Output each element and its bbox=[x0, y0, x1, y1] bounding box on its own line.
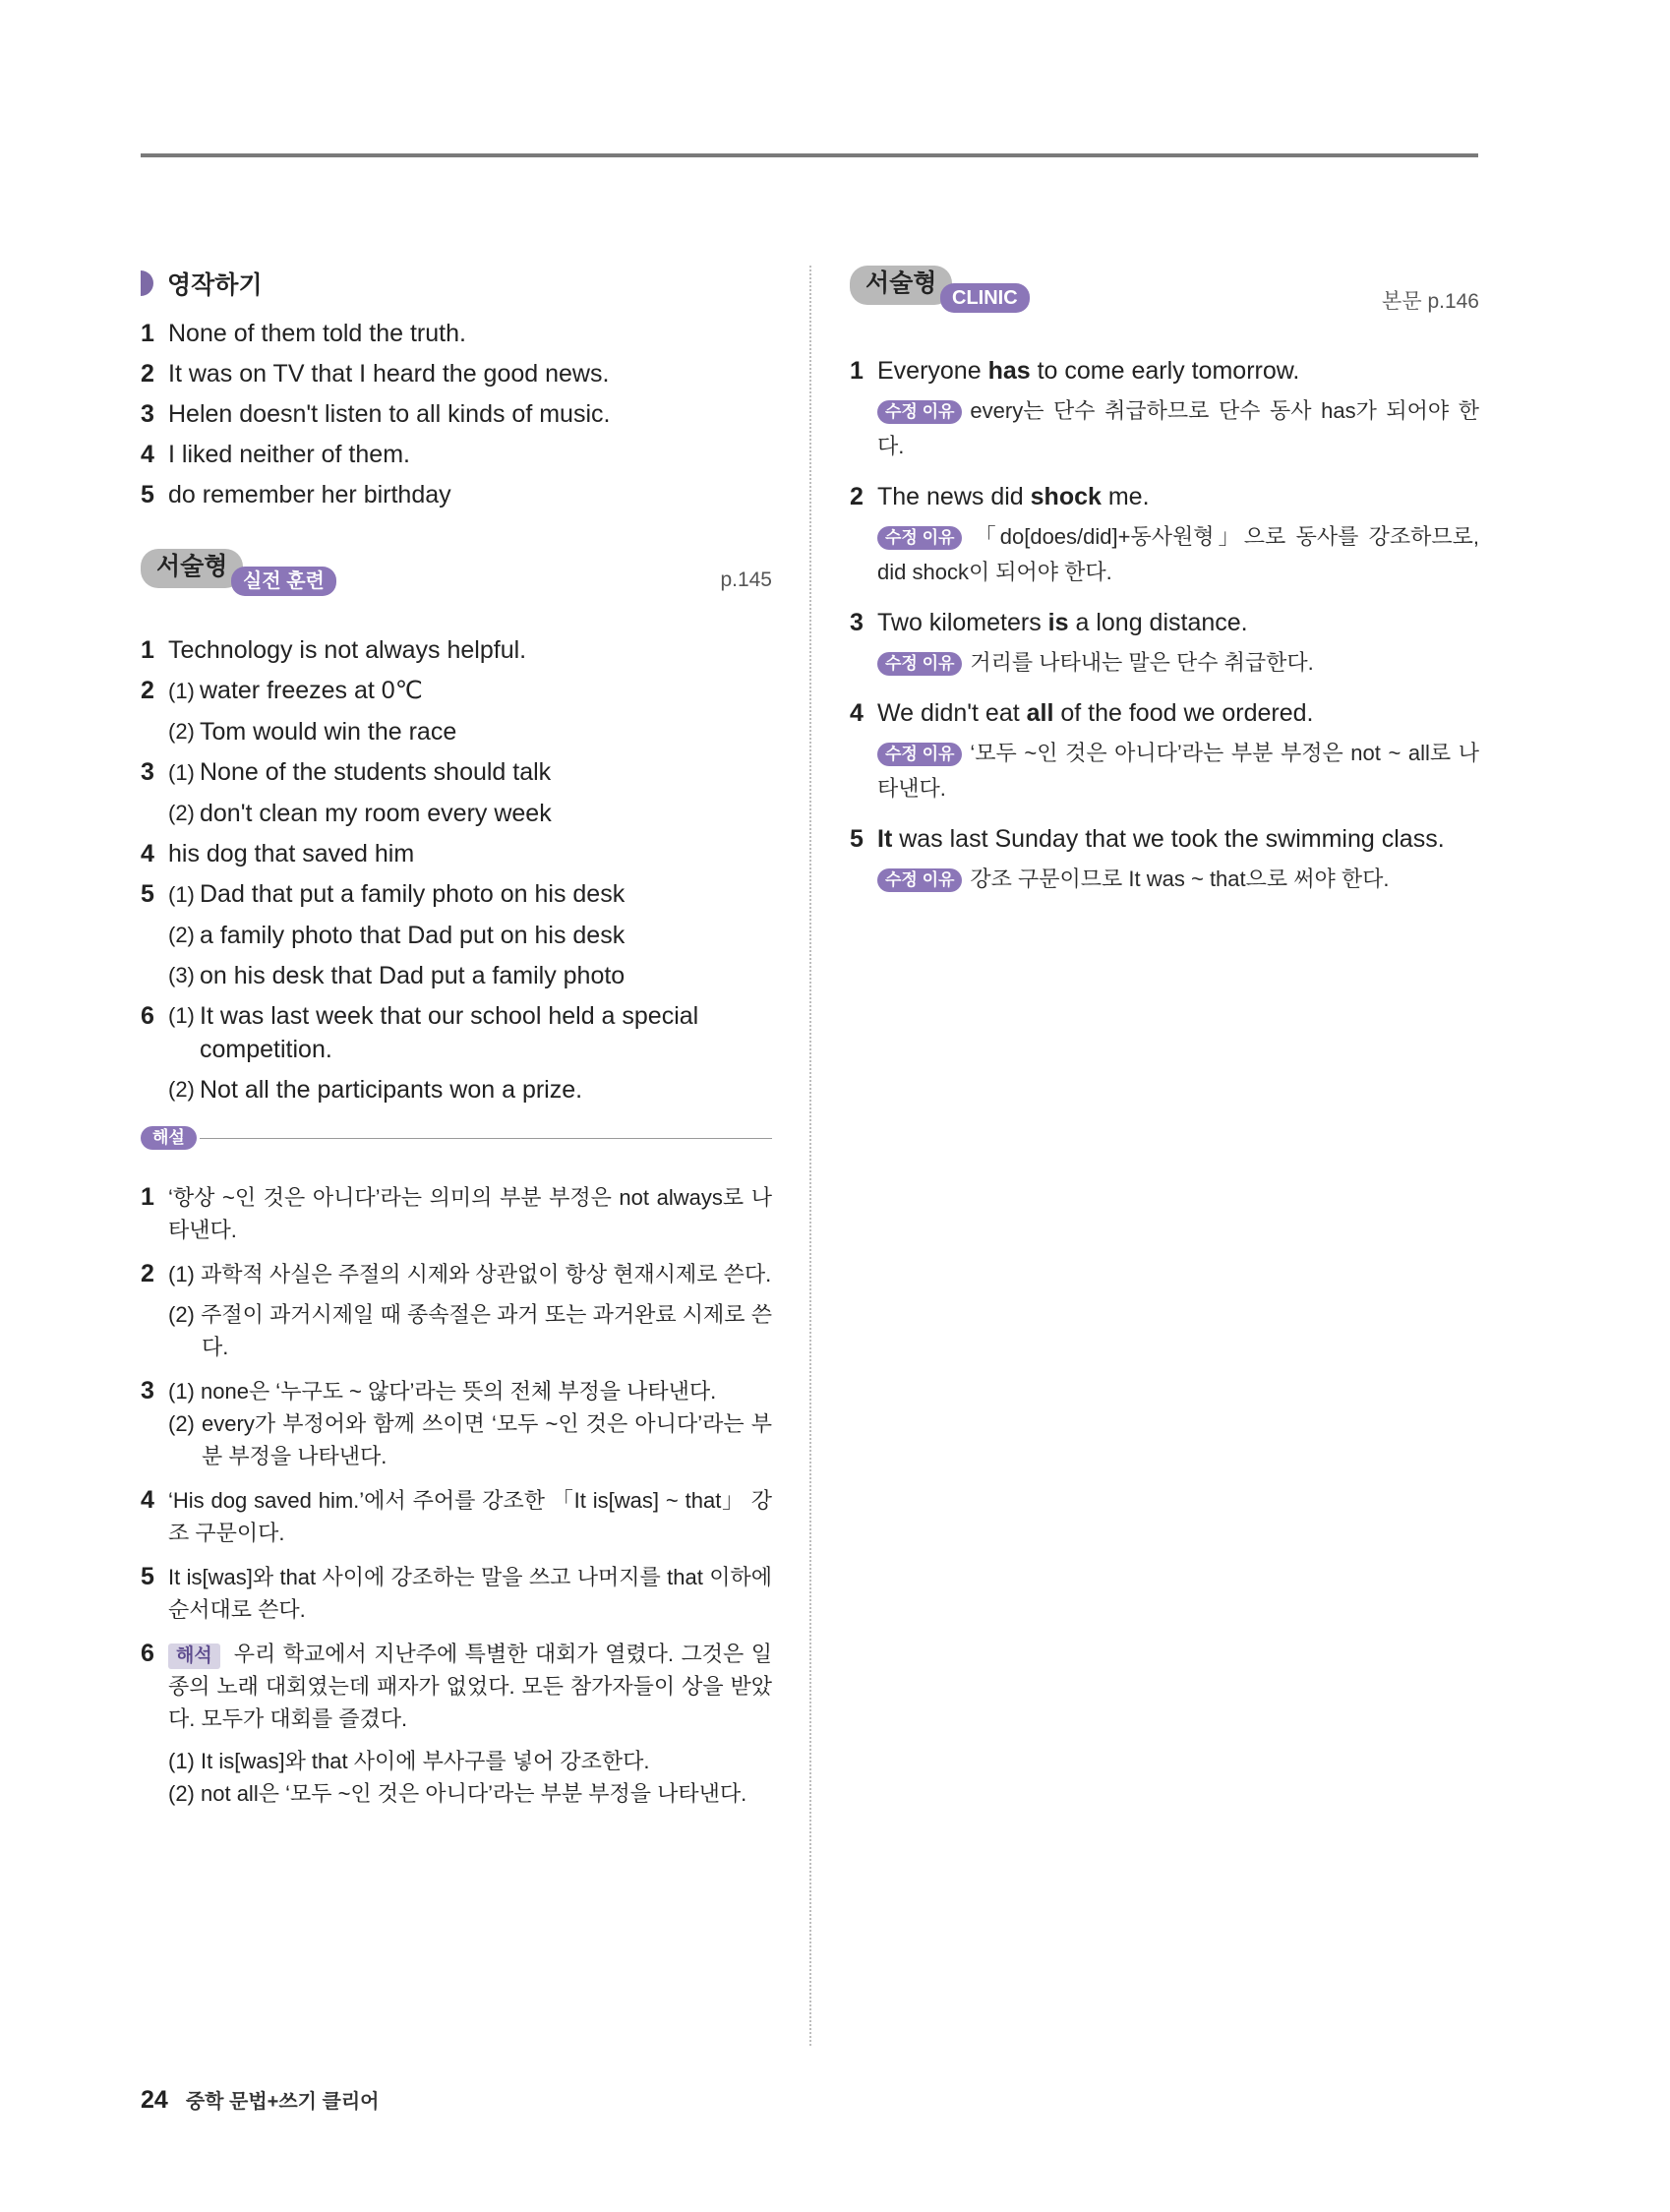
list-item: 4 his dog that saved him bbox=[141, 840, 415, 867]
explanation-header bbox=[141, 1126, 772, 1154]
reason-badge: 수정 이유 bbox=[877, 743, 962, 766]
practice-label: 서술형 bbox=[141, 549, 243, 588]
list-item: 1 Everyone has to come early tomorrow. 수정 이유 every는 단수 취급하므로 단수 동사 has가 되어야 한다. bbox=[850, 357, 1479, 458]
list-item: 3 (1) None of the students should talk bbox=[141, 758, 552, 786]
explanation-item: 5 It is[was]와 that 사이에 강조하는 말을 쓰고 나머지를 that 이하에 순서대로 쓴다. bbox=[141, 1563, 772, 1622]
reason-badge: 수정 이유 bbox=[877, 526, 962, 550]
top-rule bbox=[141, 153, 1478, 157]
explanation-item: 2 (1) 과학적 사실은 주절의 시제와 상관없이 항상 현재시제로 쓴다. (2) 주절이 과거시제일 때 종속절은 과거 또는 과거완료 시제로 쓴다. bbox=[141, 1260, 772, 1359]
list-item: 2 The news did shock me. 수정 이유 「do[does/did]+동사원형」으로 동사를 강조하므로, did shock이 되어야 한다. bbox=[850, 483, 1479, 584]
list-item: 3 Two kilometers is a long distance. 수정 이유 거리를 나타내는 말은 단수 취급한다. bbox=[850, 609, 1314, 675]
list-item: 1 None of them told the truth. bbox=[141, 320, 466, 347]
reason-badge: 수정 이유 bbox=[877, 400, 962, 424]
translation-tag: 해석 bbox=[168, 1644, 220, 1669]
clinic-list bbox=[850, 354, 1479, 897]
sub-item: (2) Tom would win the race bbox=[168, 718, 457, 746]
left-column bbox=[141, 266, 772, 1822]
explanation-item: 4 ‘His dog saved him.’에서 주어를 강조한 「It is[was] ~ that」 강조 구문이다. bbox=[141, 1486, 772, 1545]
reason-badge: 수정 이유 bbox=[877, 652, 962, 676]
book-title: 중학 문법+쓰기 클리어 bbox=[185, 2091, 380, 2113]
page-footer bbox=[141, 2085, 380, 2115]
list-item: 5 (1) Dad that put a family photo on his desk bbox=[141, 880, 626, 908]
list-item: 5 do remember her birthday bbox=[141, 481, 451, 508]
clinic-header bbox=[850, 266, 1479, 329]
sub-item: (2) a family photo that Dad put on his desk bbox=[168, 922, 626, 949]
sub-item: (2) don't clean my room every week bbox=[168, 800, 552, 827]
list-item: 2 (1) water freezes at 0℃ bbox=[141, 677, 423, 704]
list-item: 5 It was last Sunday that we took the swimming class. 수정 이유 강조 구문이므로 It was ~ that으로 써야 한다. bbox=[850, 825, 1445, 891]
reason-badge: 수정 이유 bbox=[877, 868, 962, 892]
column-divider bbox=[809, 266, 811, 2046]
compose-section-title: 영작하기 bbox=[141, 266, 772, 301]
sub-item: (3) on his desk that Dad put a family photo bbox=[168, 962, 626, 989]
right-column bbox=[850, 266, 1479, 913]
list-item: 4 We didn't eat all of the food we ordered. 수정 이유 ‘모두 ~인 것은 아니다’라는 부분 부정은 not ~ all로 나타낸다. bbox=[850, 699, 1479, 801]
explanation-list bbox=[141, 1181, 772, 1810]
explanation-item: 3 (1) none은 ‘누구도 ~ 않다’라는 뜻의 전체 부정을 나타낸다. (2) every가 부정어와 함께 쓰이면 ‘모두 ~인 것은 아니다’라는 부분 부정을 나타낸다. bbox=[141, 1377, 772, 1468]
practice-tag: 실전 훈련 bbox=[231, 567, 336, 596]
section-bullet-icon bbox=[141, 270, 153, 296]
sub-item: (2) Not all the participants won a prize. bbox=[168, 1076, 583, 1104]
list-item: 4 I liked neither of them. bbox=[141, 441, 410, 468]
practice-list bbox=[141, 633, 772, 1106]
explanation-label: 해설 bbox=[141, 1126, 197, 1150]
list-item: 6 (1) It was last week that our school held a special competition. bbox=[141, 1002, 699, 1063]
practice-header bbox=[141, 549, 772, 612]
clinic-label: 서술형 bbox=[850, 266, 952, 305]
clinic-tag: CLINIC bbox=[940, 283, 1030, 313]
list-item: 1 Technology is not always helpful. bbox=[141, 636, 527, 664]
clinic-page-ref: 본문 p.146 bbox=[1382, 290, 1479, 313]
practice-page-ref: p.145 bbox=[720, 568, 772, 591]
explanation-item: 6 해석 우리 학교에서 지난주에 특별한 대회가 열렸다. 그것은 일종의 노래 대회였는데 패자가 없었다. 모든 참가자들이 상을 받았다. 모두가 대회를 즐겼다. (1) It is[was]와 that 사이에 부사구를 넣어 강조한다. (2) not all은 ‘모두 ~인 것은 아니다’라는 부분 부정을 나타낸다. bbox=[141, 1640, 772, 1806]
explanation-divider bbox=[200, 1138, 772, 1139]
explanation-item: 1 ‘항상 ~인 것은 아니다’라는 의미의 부분 부정은 not always로 나타낸다. bbox=[141, 1183, 772, 1242]
list-item: 2 It was on TV that I heard the good news. bbox=[141, 360, 610, 388]
page-number: 24 bbox=[141, 2086, 168, 2114]
compose-list bbox=[141, 317, 772, 511]
list-item: 3 Helen doesn't listen to all kinds of music. bbox=[141, 400, 611, 428]
